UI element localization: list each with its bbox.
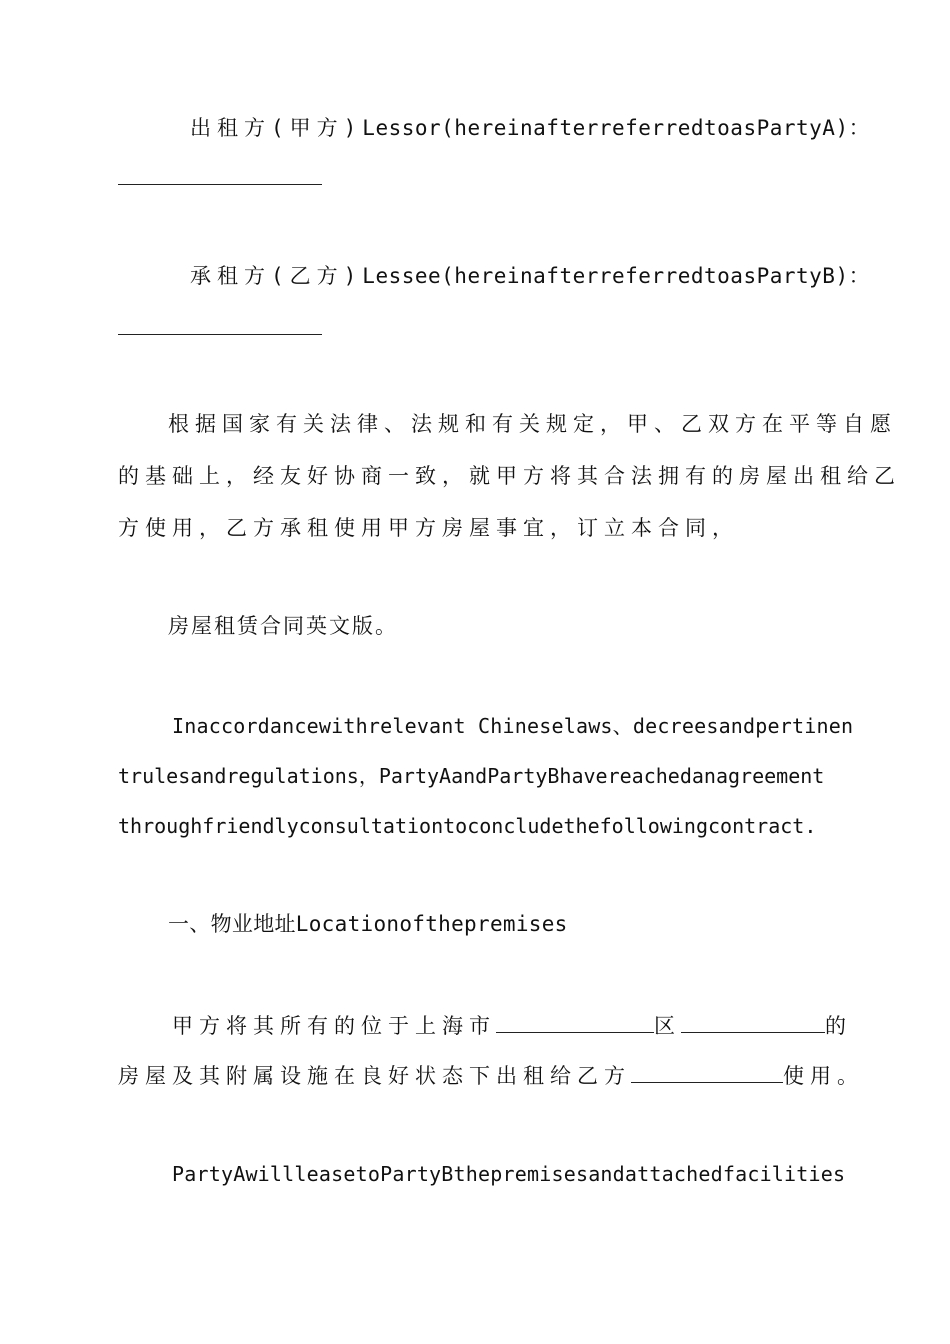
lessee-label: [190, 262, 870, 290]
preamble-en-line-3: throughfriendlyconsultationtoconcludethefollowingcontract.: [118, 814, 817, 838]
address-blank[interactable]: [681, 1010, 825, 1033]
section-1-cn-line-1: [172, 1010, 852, 1040]
lessor-label-en: Lessor(hereinafterreferredtoasPartyA)：: [362, 116, 871, 140]
preamble-en-line-1: Inaccordancewithrelevant Chineselaws、decreesandpertinen: [172, 714, 854, 738]
section-1-cn-line-2: [118, 1060, 864, 1090]
preamble-cn-line-3: 方使用，乙方承租使用甲方房屋事宜，订立本合同，: [118, 516, 739, 540]
section-1-cn-line-1-part-c: 的: [825, 1014, 852, 1038]
document-title: 房屋租赁合同英文版。: [168, 614, 398, 638]
section-1-cn-line-1-part-b: 区: [654, 1014, 681, 1038]
lessee-label-cn: 承租方(乙方): [190, 264, 363, 288]
usage-blank[interactable]: [631, 1060, 783, 1083]
section-1-en-line-1: PartyAwillleasetoPartyBthepremisesandattachedfacilities: [172, 1162, 846, 1186]
lessee-blank-line[interactable]: [118, 334, 322, 335]
section-1-cn-line-1-part-a: 甲方将其所有的位于上海市: [172, 1014, 496, 1038]
preamble-en-line-2: trulesandregulations，PartyAandPartyBhavereachedanagreement: [118, 764, 825, 788]
section-1-cn-line-2-part-a: 房屋及其附属设施在良好状态下出租给乙方: [118, 1064, 631, 1088]
lessor-blank-line[interactable]: [118, 184, 322, 185]
lessor-label-cn: 出租方(甲方): [190, 116, 363, 140]
lessee-label-en: Lessee(hereinafterreferredtoasPartyB)：: [362, 264, 871, 288]
preamble-cn-line-2: 的基础上，经友好协商一致，就甲方将其合法拥有的房屋出租给乙: [118, 464, 901, 488]
lessor-label: [190, 114, 870, 142]
section-1-cn-line-2-part-b: 使用。: [783, 1064, 864, 1088]
district-blank[interactable]: [496, 1010, 654, 1033]
preamble-cn-line-1: 根据国家有关法律、法规和有关规定，甲、乙双方在平等自愿: [168, 412, 897, 436]
section-1-heading: 一、物业地址Locationofthepremises: [168, 912, 568, 936]
